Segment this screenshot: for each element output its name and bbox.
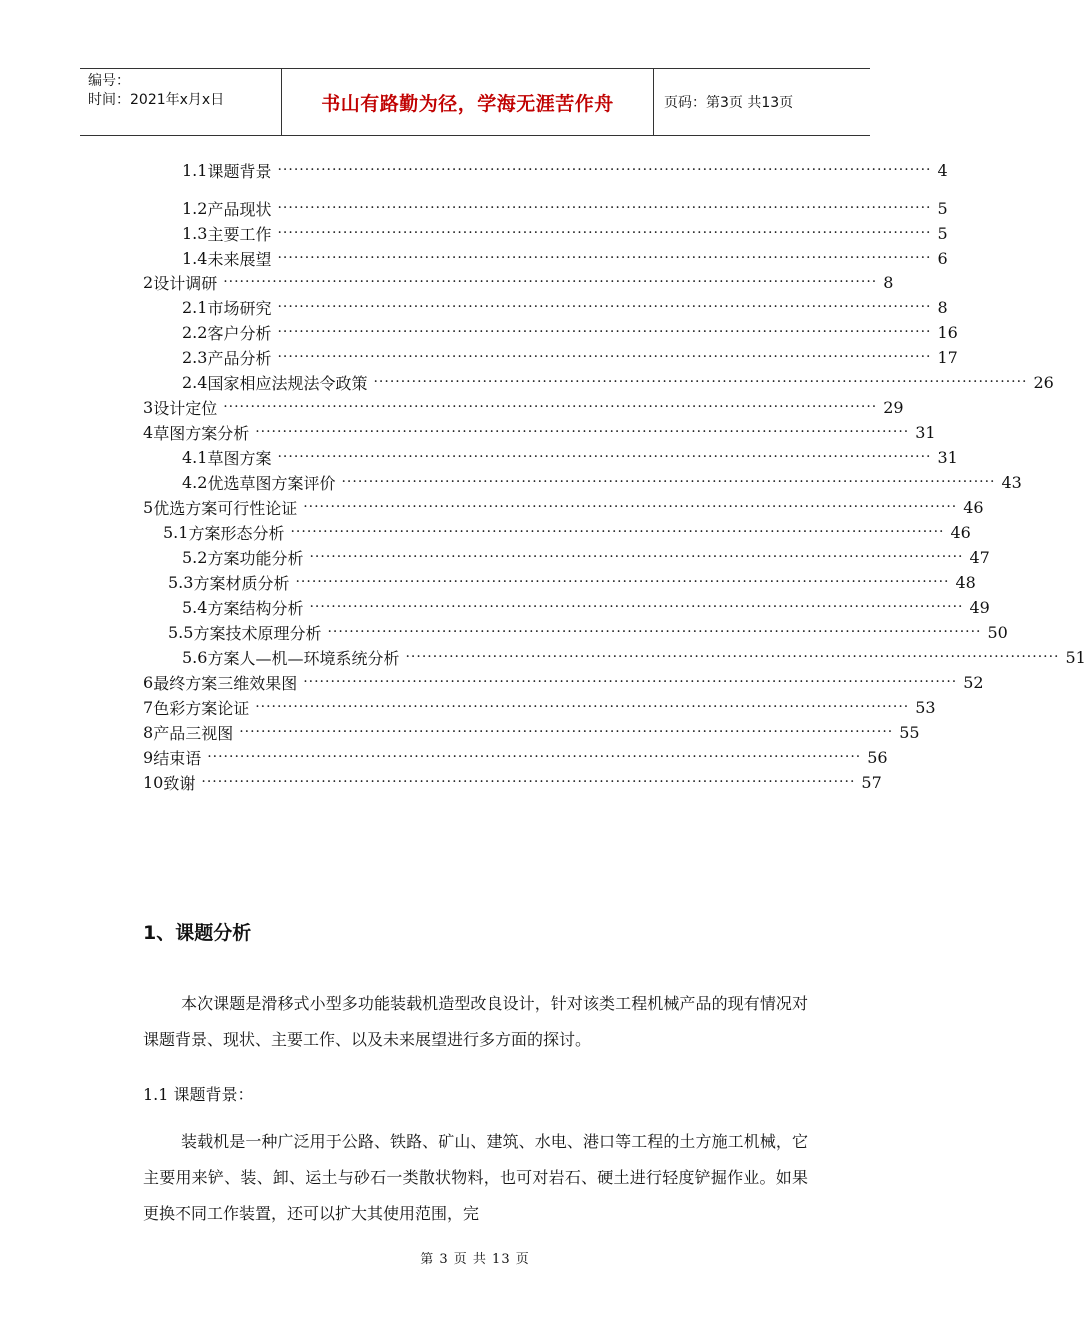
- toc-leader-dots: ························································································································: [277, 162, 932, 178]
- toc-number: 1.3: [182, 223, 208, 243]
- toc-entry: [182, 295, 948, 319]
- toc-title: 市场研究: [207, 298, 272, 318]
- toc-title: 客户分析: [207, 323, 272, 343]
- toc-entry: [182, 595, 990, 619]
- toc-page-number: 31: [915, 422, 936, 442]
- toc-title: 设计调研: [153, 273, 218, 293]
- toc-title: 课题背景: [207, 161, 272, 181]
- toc-leader-dots: ························································································································: [277, 349, 932, 365]
- toc-page-number: 29: [883, 397, 904, 417]
- toc-page-number: 46: [950, 522, 971, 542]
- toc-leader-dots: ························································································································: [239, 724, 894, 740]
- toc-number: 2.3: [182, 347, 208, 367]
- toc-title: 方案材质分析: [193, 573, 290, 593]
- toc-leader-dots: ························································································································: [255, 699, 910, 715]
- toc-page-number: 26: [1033, 372, 1054, 392]
- toc-entry: [182, 545, 990, 569]
- toc-entry: [182, 320, 958, 344]
- page-footer: 第 3 页 共 13 页: [420, 1252, 530, 1267]
- code-label: 编号：: [88, 73, 130, 89]
- toc-number: 2.4: [182, 372, 208, 392]
- toc-number: 9: [143, 747, 154, 767]
- toc-number: 4: [143, 422, 154, 442]
- sub-heading: 1.1 课题背景：: [143, 1085, 254, 1104]
- toc-title: 方案功能分析: [207, 548, 304, 568]
- intro-paragraph: 本次课题是滑移式小型多功能装载机造型改良设计，针对该类工程机械产品的现有情况对课题背景、现状、主要工作、以及未来展望进行多方面的探讨。: [143, 994, 808, 1049]
- toc-number: 1.2: [182, 198, 208, 218]
- toc-entry: [182, 470, 1022, 494]
- toc-number: 5.5: [168, 622, 194, 642]
- toc-number: 5: [143, 497, 154, 517]
- toc-page-number: 49: [969, 597, 990, 617]
- toc-page-number: 57: [861, 772, 882, 792]
- toc-entry: [163, 520, 971, 544]
- toc-page-number: 52: [963, 672, 984, 692]
- toc-leader-dots: ························································································································: [277, 324, 932, 340]
- toc-page-number: 6: [937, 248, 948, 268]
- toc-number: 5.2: [182, 547, 208, 567]
- toc-title: 色彩方案论证: [153, 698, 250, 718]
- toc-page-number: 4: [937, 160, 948, 180]
- page-header: [80, 68, 870, 136]
- toc-leader-dots: ························································································································: [223, 274, 878, 290]
- toc-leader-dots: ························································································································: [201, 774, 856, 790]
- toc-entry: [182, 445, 958, 469]
- toc-entry: [182, 370, 1054, 394]
- toc-page-number: 31: [937, 447, 958, 467]
- toc-number: 2: [143, 272, 154, 292]
- toc-entry: [143, 270, 894, 294]
- toc-number: 1.4: [182, 248, 208, 268]
- toc-title: 方案形态分析: [188, 523, 285, 543]
- toc-title: 设计定位: [153, 398, 218, 418]
- toc-entry: [182, 196, 948, 220]
- toc-page-number: 16: [937, 322, 958, 342]
- background-paragraph: 装载机是一种广泛用于公路、铁路、矿山、建筑、水电、港口等工程的土方施工机械，它主要用来铲、装、卸、运土与砂石一类散状物料，也可对岩石、硬土进行轻度铲掘作业。如果更换不同工作装置，还可以扩大其使用范围，完: [143, 1132, 808, 1223]
- toc-entry: [143, 395, 904, 419]
- toc-page-number: 53: [915, 697, 936, 717]
- toc-title: 未来展望: [207, 249, 272, 269]
- toc-page-number: 51: [1065, 647, 1086, 667]
- toc-leader-dots: ························································································································: [405, 649, 1060, 665]
- toc-page-number: 55: [899, 722, 920, 742]
- toc-page-number: 17: [937, 347, 958, 367]
- toc-leader-dots: ························································································································: [277, 250, 932, 266]
- toc-number: 2.2: [182, 322, 208, 342]
- section-title: 1、课题分析: [143, 922, 252, 944]
- toc-leader-dots: ························································································································: [295, 574, 950, 590]
- toc-leader-dots: ························································································································: [290, 524, 945, 540]
- toc-leader-dots: ························································································································: [223, 399, 878, 415]
- toc-entry: [168, 570, 976, 594]
- toc-entry: [182, 158, 948, 182]
- date-label: 时间：2021年x月x日: [88, 92, 225, 108]
- toc-leader-dots: ························································································································: [373, 374, 1028, 390]
- header-page-info: 页码：第3页 共13页: [664, 95, 794, 111]
- toc-page-number: 8: [883, 272, 894, 292]
- toc-entry: [143, 420, 936, 444]
- toc-number: 5.4: [182, 597, 208, 617]
- toc-entry: [143, 720, 920, 744]
- toc-title: 优选草图方案评价: [207, 473, 336, 493]
- toc-number: 2.1: [182, 297, 208, 317]
- toc-leader-dots: ························································································································: [277, 200, 932, 216]
- toc-title: 草图方案: [207, 448, 272, 468]
- toc-title: 致谢: [163, 773, 196, 793]
- toc-number: 5.3: [168, 572, 194, 592]
- toc-page-number: 43: [1001, 472, 1022, 492]
- toc-title: 国家相应法规法令政策: [207, 373, 368, 393]
- toc-leader-dots: ························································································································: [303, 674, 958, 690]
- toc-number: 8: [143, 722, 154, 742]
- toc-leader-dots: ························································································································: [207, 749, 862, 765]
- toc-title: 最终方案三维效果图: [153, 673, 298, 693]
- toc-entry: [143, 695, 936, 719]
- toc-leader-dots: ························································································································: [277, 449, 932, 465]
- toc-number: 1.1: [182, 160, 208, 180]
- toc-title: 方案技术原理分析: [193, 623, 322, 643]
- header-motto: 书山有路勤为径，学海无涯苦作舟: [282, 69, 654, 135]
- toc-title: 结束语: [153, 748, 202, 768]
- toc-title: 优选方案可行性论证: [153, 498, 298, 518]
- toc-page-number: 48: [955, 572, 976, 592]
- toc-number: 4.1: [182, 447, 208, 467]
- toc-title: 方案人—机—环境系统分析: [207, 648, 400, 668]
- toc-number: 10: [143, 772, 164, 792]
- toc-number: 7: [143, 697, 154, 717]
- toc-entry: [143, 745, 888, 769]
- toc-page-number: 8: [937, 297, 948, 317]
- toc-leader-dots: ························································································································: [277, 299, 932, 315]
- toc-page-number: 56: [867, 747, 888, 767]
- toc-page-number: 5: [937, 198, 948, 218]
- toc-entry: [168, 620, 1008, 644]
- toc-leader-dots: ························································································································: [341, 474, 996, 490]
- toc-entry: [143, 495, 984, 519]
- header-meta: [80, 69, 282, 135]
- toc-entry: [143, 670, 984, 694]
- toc-page-number: 47: [969, 547, 990, 567]
- toc-page-number: 50: [987, 622, 1008, 642]
- toc-title: 方案结构分析: [207, 598, 304, 618]
- toc-number: 3: [143, 397, 154, 417]
- toc-number: 5.1: [163, 522, 189, 542]
- toc-entry: [182, 645, 1086, 669]
- toc-leader-dots: ························································································································: [255, 424, 910, 440]
- toc-number: 5.6: [182, 647, 208, 667]
- toc-title: 草图方案分析: [153, 423, 250, 443]
- toc-entry: [182, 221, 948, 245]
- toc-leader-dots: ························································································································: [303, 499, 958, 515]
- toc-title: 主要工作: [207, 224, 272, 244]
- toc-leader-dots: ························································································································: [309, 549, 964, 565]
- toc-leader-dots: ························································································································: [309, 599, 964, 615]
- toc-title: 产品三视图: [153, 723, 234, 743]
- toc-entry: [143, 770, 882, 794]
- toc-page-number: 5: [937, 223, 948, 243]
- toc-leader-dots: ························································································································: [277, 225, 932, 241]
- toc-title: 产品分析: [207, 348, 272, 368]
- toc-title: 产品现状: [207, 199, 272, 219]
- toc-leader-dots: ························································································································: [327, 624, 982, 640]
- toc-page-number: 46: [963, 497, 984, 517]
- toc-entry: [182, 345, 958, 369]
- toc-number: 6: [143, 672, 154, 692]
- toc-number: 4.2: [182, 472, 208, 492]
- toc-entry: [182, 246, 948, 270]
